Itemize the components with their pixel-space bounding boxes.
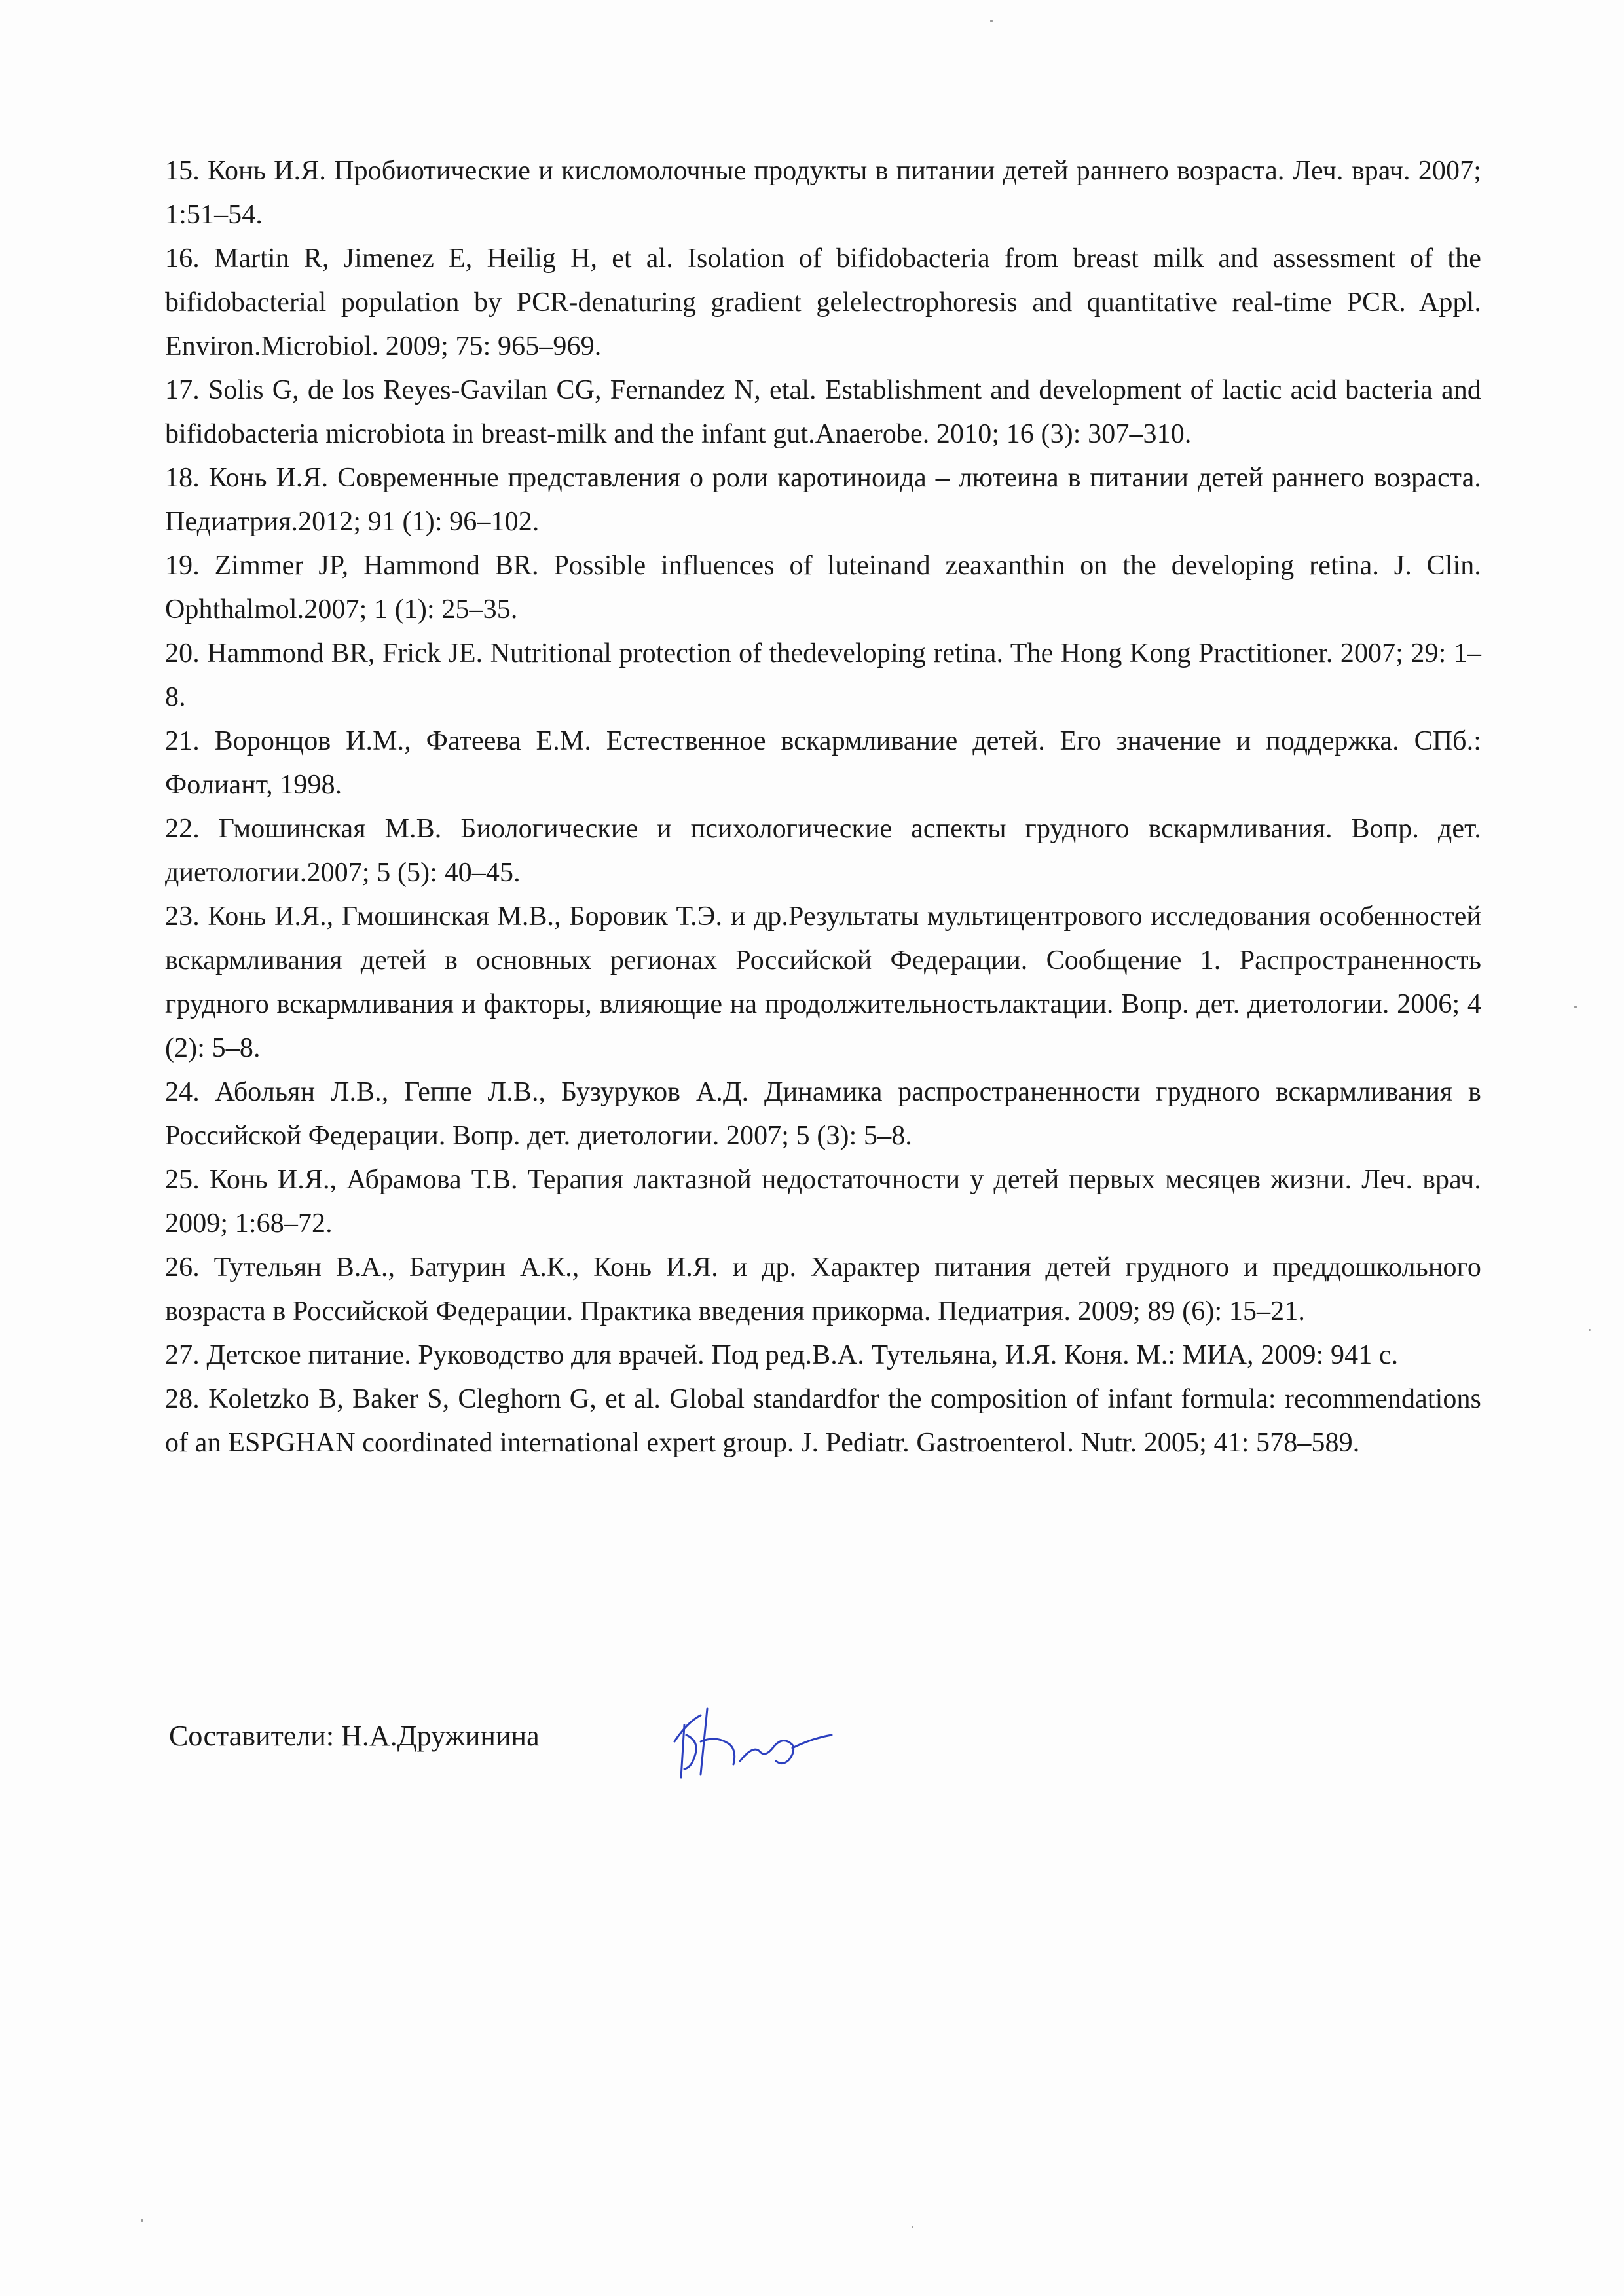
reference-item: 25. Конь И.Я., Абрамова Т.В. Терапия лактазной недостаточности у детей первых месяцев жизни. Леч. врач. 2009; 1:68–72. xyxy=(165,1165,1481,1239)
reference-item: 24. Абольян Л.В., Геппе Л.В., Бузуруков А.Д. Динамика распространенности грудного вскармливания в Российской Федерации. Вопр. дет. диетологии. 2007; 5 (3): 5–8. xyxy=(165,1077,1481,1151)
reference-item: 19. Zimmer JP, Hammond BR. Possible influences of luteinand zeaxanthin on the developing retina. J. Clin. Ophthalmol.2007; 1 (1): 25–35. xyxy=(165,551,1481,625)
reference-item: 16. Martin R, Jimenez E, Heilig H, et al. Isolation of bifidobacteria from breast milk and assessment of the bifidobacterial population by PCR-denaturing gradient gelelectrophoresis and quantitative real-time PCR. Appl. Environ.Microbiol. 2009; 75: 965–969. xyxy=(165,244,1481,361)
reference-item: 17. Solis G, de los Reyes-Gavilan CG, Fernandez N, etal. Establishment and development of lactic acid bacteria and bifidobacteria microbiota in breast-milk and the infant gut.Anaerobe. 2010; 16 (3): 307–310. xyxy=(165,375,1481,449)
reference-item: 22. Гмошинская М.В. Биологические и психологические аспекты грудного вскармливания. Вопр. дет. диетологии.2007; 5 (5): 40–45. xyxy=(165,814,1481,888)
reference-item: 26. Тутельян В.А., Батурин А.К., Конь И.Я. и др. Характер питания детей грудного и преддошкольного возраста в Российской Федерации. Практика введения прикорма. Педиатрия. 2009; 89 (6): 15–21. xyxy=(165,1252,1481,1326)
reference-item: 21. Воронцов И.М., Фатеева Е.М. Естественное вскармливание детей. Его значение и поддержка. СПб.: Фолиант, 1998. xyxy=(165,726,1481,800)
reference-list xyxy=(165,149,1481,1465)
reference-item: 28. Koletzko B, Baker S, Cleghorn G, et al. Global standardfor the composition of infant formula: recommendations of an ESPGHAN coordinated international expert group. J. Pediatr. Gastroenterol. Nutr. 2005; 41: 578–589. xyxy=(165,1384,1481,1458)
scan-speck xyxy=(1574,1006,1577,1008)
scan-speck xyxy=(1589,1329,1591,1331)
scan-speck xyxy=(141,2219,143,2222)
reference-item: 27. Детское питание. Руководство для врачей. Под ред.В.А. Тутельяна, И.Я. Коня. М.: МИА, 2009: 941 с. xyxy=(165,1340,1399,1370)
handwritten-signature xyxy=(661,1696,858,1794)
reference-item: 18. Конь И.Я. Современные представления о роли каротиноида – лютеина в питании детей раннего возраста. Педиатрия.2012; 91 (1): 96–102. xyxy=(165,463,1481,537)
reference-item: 15. Конь И.Я. Пробиотические и кисломолочные продукты в питании детей раннего возраста. Леч. врач. 2007; 1:51–54. xyxy=(165,156,1481,230)
scan-speck xyxy=(912,2226,913,2228)
compilers-line: Составители: Н.А.Дружинина xyxy=(169,1720,540,1752)
reference-item: 23. Конь И.Я., Гмошинская М.В., Боровик Т.Э. и др.Результаты мультицентрового исследования особенностей вскармливания детей в основных регионах Российской Федерации. Сообщение 1. Распространенность грудного вскармливания и факторы, влияющие на продолжительностьлактации. Вопр. дет. диетологии. 2006; 4 (2): 5–8. xyxy=(165,902,1481,1063)
reference-item: 20. Hammond BR, Frick JE. Nutritional protection of thedeveloping retina. The Hong Kong Practitioner. 2007; 29: 1–8. xyxy=(165,638,1481,712)
scan-speck xyxy=(990,20,993,22)
